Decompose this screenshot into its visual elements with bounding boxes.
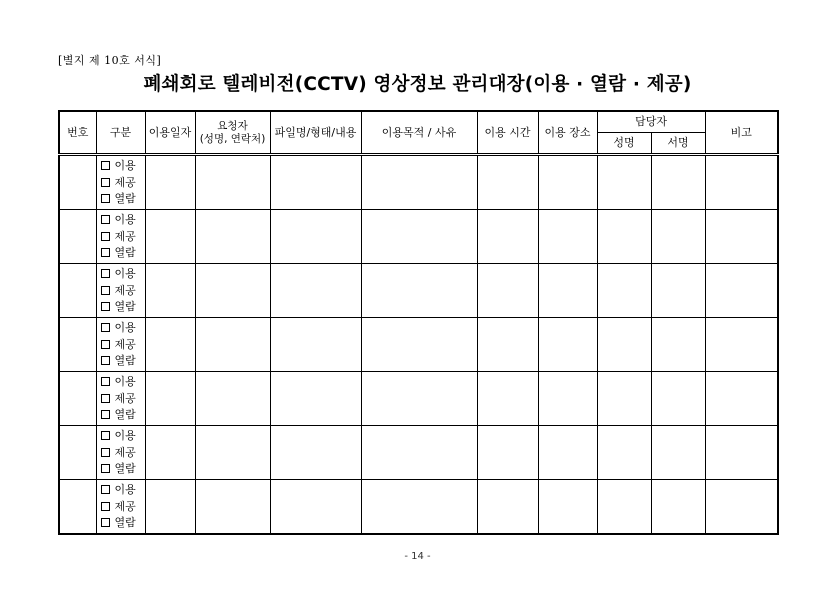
table-row <box>59 426 778 480</box>
cell-category <box>96 155 145 210</box>
checkbox-icon[interactable] <box>101 286 110 295</box>
cell-purpose[interactable] <box>361 155 477 210</box>
type-options <box>101 374 145 424</box>
cell-number[interactable] <box>59 210 96 264</box>
type-option-label: 제공 <box>114 445 136 459</box>
cell-purpose[interactable] <box>361 210 477 264</box>
cell-use-place[interactable] <box>538 318 597 372</box>
form-number: [별지 제 10호 서식] <box>58 54 162 67</box>
cell-use-date[interactable] <box>145 372 195 426</box>
cell-manager-name[interactable] <box>597 318 651 372</box>
type-options <box>101 320 145 370</box>
cell-use-date[interactable] <box>145 210 195 264</box>
header-manager: 담당자 <box>597 111 705 133</box>
cell-file-info[interactable] <box>270 155 361 210</box>
table-row <box>59 155 778 210</box>
type-option-label: 제공 <box>114 391 136 405</box>
cell-requester[interactable] <box>195 264 270 318</box>
checkbox-icon[interactable] <box>101 448 110 457</box>
cell-number[interactable] <box>59 372 96 426</box>
cell-number[interactable] <box>59 155 96 210</box>
cell-number[interactable] <box>59 426 96 480</box>
header-use-date: 이용일자 <box>145 111 195 155</box>
type-option[interactable] <box>101 212 145 229</box>
cell-manager-name[interactable] <box>597 480 651 535</box>
cell-manager-signature[interactable] <box>651 318 705 372</box>
type-option-label: 열람 <box>114 246 136 259</box>
type-option-label: 이용 <box>114 159 136 172</box>
type-option-label: 제공 <box>114 499 136 513</box>
type-option[interactable] <box>101 353 145 370</box>
type-option-label: 이용 <box>114 483 136 496</box>
cell-manager-name[interactable] <box>597 372 651 426</box>
cell-manager-signature[interactable] <box>651 155 705 210</box>
type-option[interactable] <box>101 283 145 300</box>
type-option-label: 열람 <box>114 354 136 367</box>
header-remarks: 비고 <box>705 111 778 155</box>
type-option-label: 이용 <box>114 429 136 442</box>
type-options <box>101 482 145 532</box>
cell-requester[interactable] <box>195 318 270 372</box>
type-option[interactable] <box>101 229 145 246</box>
type-option-label: 제공 <box>114 229 136 243</box>
table-row <box>59 480 778 535</box>
type-option[interactable] <box>101 515 145 532</box>
type-option[interactable] <box>101 428 145 445</box>
cell-requester[interactable] <box>195 426 270 480</box>
cell-use-date[interactable] <box>145 318 195 372</box>
cell-remarks[interactable] <box>705 155 778 210</box>
header-number: 번호 <box>59 111 96 155</box>
type-option[interactable] <box>101 445 145 462</box>
checkbox-icon[interactable] <box>101 464 110 473</box>
type-option[interactable] <box>101 482 145 499</box>
type-option-label: 이용 <box>114 321 136 334</box>
header-use-time: 이용 시간 <box>477 111 538 155</box>
cell-category <box>96 210 145 264</box>
type-option[interactable] <box>101 191 145 208</box>
table-row <box>59 264 778 318</box>
cell-use-time[interactable] <box>477 372 538 426</box>
checkbox-icon[interactable] <box>101 323 110 332</box>
cell-remarks[interactable] <box>705 480 778 535</box>
cell-file-info[interactable] <box>270 426 361 480</box>
cell-remarks[interactable] <box>705 264 778 318</box>
checkbox-icon[interactable] <box>101 377 110 386</box>
checkbox-icon[interactable] <box>101 302 110 311</box>
checkbox-icon[interactable] <box>101 232 110 241</box>
type-option[interactable] <box>101 320 145 337</box>
type-option[interactable] <box>101 391 145 408</box>
header-file-info: 파일명/형태/내용 <box>270 111 361 155</box>
type-options <box>101 158 145 208</box>
type-options <box>101 266 145 316</box>
cell-category <box>96 426 145 480</box>
cell-manager-signature[interactable] <box>651 480 705 535</box>
cell-manager-signature[interactable] <box>651 426 705 480</box>
cell-file-info[interactable] <box>270 264 361 318</box>
cell-use-date[interactable] <box>145 480 195 535</box>
cell-use-time[interactable] <box>477 426 538 480</box>
cell-use-time[interactable] <box>477 210 538 264</box>
cell-file-info[interactable] <box>270 210 361 264</box>
header-requester-sub: (성명, 연락처) <box>199 132 266 145</box>
type-option[interactable] <box>101 175 145 192</box>
cell-use-time[interactable] <box>477 264 538 318</box>
cell-use-place[interactable] <box>538 155 597 210</box>
cell-use-place[interactable] <box>538 264 597 318</box>
cell-use-place[interactable] <box>538 426 597 480</box>
cell-number[interactable] <box>59 318 96 372</box>
cell-purpose[interactable] <box>361 264 477 318</box>
cell-purpose[interactable] <box>361 372 477 426</box>
checkbox-icon[interactable] <box>101 410 110 419</box>
checkbox-icon[interactable] <box>101 518 110 527</box>
cell-use-time[interactable] <box>477 480 538 535</box>
cell-requester[interactable] <box>195 372 270 426</box>
cell-use-date[interactable] <box>145 426 195 480</box>
table-header <box>59 111 778 155</box>
cell-category <box>96 480 145 535</box>
cell-manager-signature[interactable] <box>651 264 705 318</box>
cell-use-time[interactable] <box>477 318 538 372</box>
cell-purpose[interactable] <box>361 426 477 480</box>
checkbox-icon[interactable] <box>101 161 110 170</box>
cell-use-place[interactable] <box>538 210 597 264</box>
header-manager-signature: 서명 <box>651 133 705 155</box>
header-requester-label: 요청자 <box>217 119 248 132</box>
cell-file-info[interactable] <box>270 372 361 426</box>
cell-file-info[interactable] <box>270 480 361 535</box>
cell-category <box>96 264 145 318</box>
table-row <box>59 372 778 426</box>
type-option[interactable] <box>101 266 145 283</box>
type-option[interactable] <box>101 374 145 391</box>
cell-category <box>96 372 145 426</box>
checkbox-icon[interactable] <box>101 431 110 440</box>
type-options <box>101 212 145 262</box>
type-option-label: 열람 <box>114 408 136 421</box>
type-option[interactable] <box>101 245 145 262</box>
cell-requester[interactable] <box>195 155 270 210</box>
type-option[interactable] <box>101 499 145 516</box>
table-row <box>59 318 778 372</box>
type-option[interactable] <box>101 299 145 316</box>
checkbox-icon[interactable] <box>101 178 110 187</box>
document-title: 폐쇄회로 텔레비전(CCTV) 영상정보 관리대장(이용 · 열람 · 제공) <box>143 74 692 95</box>
type-option[interactable] <box>101 407 145 424</box>
cell-use-date[interactable] <box>145 155 195 210</box>
cell-remarks[interactable] <box>705 318 778 372</box>
type-option-label: 열람 <box>114 192 136 205</box>
type-option-label: 열람 <box>114 462 136 475</box>
checkbox-icon[interactable] <box>101 356 110 365</box>
header-requester <box>195 111 270 155</box>
header-category: 구분 <box>96 111 145 155</box>
cell-use-place[interactable] <box>538 480 597 535</box>
checkbox-icon[interactable] <box>101 194 110 203</box>
type-option-label: 열람 <box>114 516 136 529</box>
type-option[interactable] <box>101 158 145 175</box>
cell-requester[interactable] <box>195 480 270 535</box>
page-number: - 14 - <box>404 551 431 562</box>
cell-manager-name[interactable] <box>597 264 651 318</box>
type-option-label: 제공 <box>114 175 136 189</box>
type-option[interactable] <box>101 461 145 478</box>
cell-number[interactable] <box>59 264 96 318</box>
cell-manager-name[interactable] <box>597 426 651 480</box>
checkbox-icon[interactable] <box>101 215 110 224</box>
checkbox-icon[interactable] <box>101 269 110 278</box>
type-option-label: 이용 <box>114 375 136 388</box>
type-option-label: 이용 <box>114 267 136 280</box>
cell-remarks[interactable] <box>705 210 778 264</box>
cell-use-place[interactable] <box>538 372 597 426</box>
type-option-label: 열람 <box>114 300 136 313</box>
header-purpose: 이용목적 / 사유 <box>361 111 477 155</box>
cell-purpose[interactable] <box>361 318 477 372</box>
type-option-label: 제공 <box>114 283 136 297</box>
cell-requester[interactable] <box>195 210 270 264</box>
cell-manager-signature[interactable] <box>651 210 705 264</box>
cell-remarks[interactable] <box>705 426 778 480</box>
cell-number[interactable] <box>59 480 96 535</box>
cell-category <box>96 318 145 372</box>
cell-use-date[interactable] <box>145 264 195 318</box>
type-option-label: 이용 <box>114 213 136 226</box>
type-option-label: 제공 <box>114 337 136 351</box>
type-option[interactable] <box>101 337 145 354</box>
table-body <box>59 155 778 535</box>
checkbox-icon[interactable] <box>101 485 110 494</box>
cell-file-info[interactable] <box>270 318 361 372</box>
type-options <box>101 428 145 478</box>
cell-manager-name[interactable] <box>597 155 651 210</box>
table-row <box>59 210 778 264</box>
checkbox-icon[interactable] <box>101 394 110 403</box>
checkbox-icon[interactable] <box>101 502 110 511</box>
header-use-place: 이용 장소 <box>538 111 597 155</box>
cell-manager-name[interactable] <box>597 210 651 264</box>
cell-manager-signature[interactable] <box>651 372 705 426</box>
cell-remarks[interactable] <box>705 372 778 426</box>
header-manager-name: 성명 <box>597 133 651 155</box>
checkbox-icon[interactable] <box>101 340 110 349</box>
cell-use-time[interactable] <box>477 155 538 210</box>
checkbox-icon[interactable] <box>101 248 110 257</box>
cell-purpose[interactable] <box>361 480 477 535</box>
cctv-ledger-table <box>58 110 779 535</box>
